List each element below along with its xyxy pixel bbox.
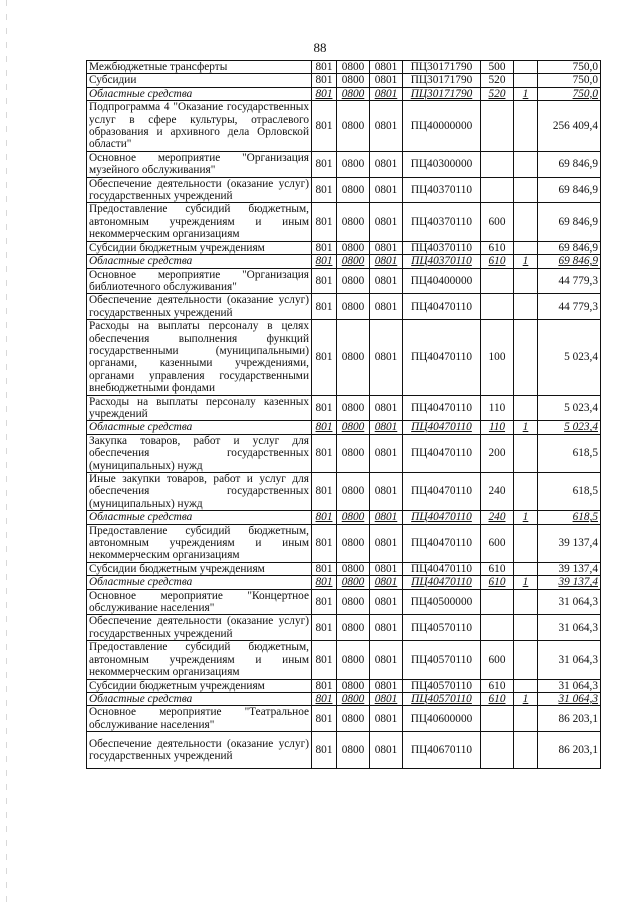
row-source-cell: 1 bbox=[514, 421, 538, 434]
row-section-cell: 0800 bbox=[337, 576, 370, 589]
row-sum-cell: 69 846,9 bbox=[538, 177, 601, 203]
row-source-cell bbox=[514, 294, 538, 320]
table-row bbox=[87, 255, 601, 268]
row-source-cell: 1 bbox=[514, 511, 538, 524]
row-subsection-cell: 0801 bbox=[370, 151, 403, 177]
row-sum-cell: 31 064,3 bbox=[538, 615, 601, 641]
row-name-cell: Подпрограмма 4 "Оказание государственных услуг в сфере культуры, отраслевого образования и архивного дела Орловской области" bbox=[87, 101, 312, 152]
row-target-article-cell: ПЦ40000000 bbox=[403, 101, 481, 152]
row-sum-cell: 31 064,3 bbox=[538, 589, 601, 615]
row-sum-cell: 31 064,3 bbox=[538, 692, 601, 705]
row-section-cell: 0800 bbox=[337, 615, 370, 641]
row-target-article-cell: ПЦ40370110 bbox=[403, 255, 481, 268]
row-source-cell bbox=[514, 524, 538, 562]
row-section-cell: 0800 bbox=[337, 203, 370, 241]
row-expense-type-cell bbox=[481, 151, 514, 177]
row-section-cell: 0800 bbox=[337, 473, 370, 511]
row-name-cell: Межбюджетные трансферты bbox=[87, 61, 312, 74]
row-grbs-cell: 801 bbox=[312, 87, 337, 100]
row-subsection-cell: 0801 bbox=[370, 732, 403, 769]
row-grbs-cell: 801 bbox=[312, 294, 337, 320]
table-row bbox=[87, 679, 601, 692]
row-grbs-cell: 801 bbox=[312, 268, 337, 294]
row-subsection-cell: 0801 bbox=[370, 421, 403, 434]
table-row bbox=[87, 641, 601, 679]
row-subsection-cell: 0801 bbox=[370, 255, 403, 268]
row-target-article-cell: ПЦ40400000 bbox=[403, 268, 481, 294]
row-name-cell: Субсидии bbox=[87, 74, 312, 87]
row-source-cell bbox=[514, 641, 538, 679]
row-sum-cell: 86 203,1 bbox=[538, 732, 601, 769]
row-target-article-cell: ПЦ40570110 bbox=[403, 679, 481, 692]
row-source-cell bbox=[514, 101, 538, 152]
row-grbs-cell: 801 bbox=[312, 692, 337, 705]
row-expense-type-cell: 610 bbox=[481, 679, 514, 692]
row-name-cell: Областные средства bbox=[87, 421, 312, 434]
row-section-cell: 0800 bbox=[337, 294, 370, 320]
row-sum-cell: 5 023,4 bbox=[538, 320, 601, 395]
row-subsection-cell: 0801 bbox=[370, 692, 403, 705]
row-sum-cell: 69 846,9 bbox=[538, 255, 601, 268]
row-name-cell: Областные средства bbox=[87, 692, 312, 705]
row-grbs-cell: 801 bbox=[312, 706, 337, 732]
row-sum-cell: 31 064,3 bbox=[538, 679, 601, 692]
row-section-cell: 0800 bbox=[337, 706, 370, 732]
row-source-cell bbox=[514, 434, 538, 472]
row-subsection-cell: 0801 bbox=[370, 524, 403, 562]
table-row bbox=[87, 706, 601, 732]
row-sum-cell: 69 846,9 bbox=[538, 151, 601, 177]
row-expense-type-cell bbox=[481, 177, 514, 203]
row-source-cell bbox=[514, 589, 538, 615]
row-section-cell: 0800 bbox=[337, 268, 370, 294]
table-row bbox=[87, 421, 601, 434]
row-sum-cell: 39 137,4 bbox=[538, 524, 601, 562]
row-subsection-cell: 0801 bbox=[370, 101, 403, 152]
budget-table-body bbox=[87, 61, 601, 769]
row-expense-type-cell: 500 bbox=[481, 61, 514, 74]
row-name-cell: Расходы на выплаты персоналу казенных учреждений bbox=[87, 395, 312, 421]
row-section-cell: 0800 bbox=[337, 255, 370, 268]
row-sum-cell: 256 409,4 bbox=[538, 101, 601, 152]
row-sum-cell: 750,0 bbox=[538, 87, 601, 100]
row-name-cell: Субсидии бюджетным учреждениям bbox=[87, 241, 312, 254]
row-expense-type-cell: 610 bbox=[481, 692, 514, 705]
row-name-cell: Субсидии бюджетным учреждениям bbox=[87, 562, 312, 575]
row-grbs-cell: 801 bbox=[312, 177, 337, 203]
row-target-article-cell: ПЦ30171790 bbox=[403, 61, 481, 74]
row-section-cell: 0800 bbox=[337, 679, 370, 692]
row-expense-type-cell: 520 bbox=[481, 74, 514, 87]
page-number: 88 bbox=[313, 40, 327, 55]
row-subsection-cell: 0801 bbox=[370, 268, 403, 294]
row-expense-type-cell bbox=[481, 615, 514, 641]
row-subsection-cell: 0801 bbox=[370, 679, 403, 692]
row-name-cell: Обеспечение деятельности (оказание услуг) государственных учреждений bbox=[87, 732, 312, 769]
row-source-cell bbox=[514, 151, 538, 177]
scan-edge-marks bbox=[6, 0, 7, 905]
row-sum-cell: 618,5 bbox=[538, 511, 601, 524]
row-name-cell: Предоставление субсидий бюджетным, автономным учреждениям и иным некоммерческим организациям bbox=[87, 641, 312, 679]
row-expense-type-cell: 240 bbox=[481, 473, 514, 511]
row-target-article-cell: ПЦ40470110 bbox=[403, 395, 481, 421]
row-subsection-cell: 0801 bbox=[370, 615, 403, 641]
row-grbs-cell: 801 bbox=[312, 255, 337, 268]
row-grbs-cell: 801 bbox=[312, 732, 337, 769]
table-row bbox=[87, 177, 601, 203]
row-sum-cell: 750,0 bbox=[538, 61, 601, 74]
row-grbs-cell: 801 bbox=[312, 74, 337, 87]
row-subsection-cell: 0801 bbox=[370, 74, 403, 87]
row-name-cell: Основное мероприятие "Театральное обслуживание населения" bbox=[87, 706, 312, 732]
table-row bbox=[87, 434, 601, 472]
table-row bbox=[87, 732, 601, 769]
row-target-article-cell: ПЦ40470110 bbox=[403, 320, 481, 395]
row-name-cell: Основное мероприятие "Организация библиотечного обслуживания" bbox=[87, 268, 312, 294]
row-grbs-cell: 801 bbox=[312, 589, 337, 615]
row-source-cell bbox=[514, 706, 538, 732]
row-section-cell: 0800 bbox=[337, 589, 370, 615]
row-source-cell bbox=[514, 268, 538, 294]
row-section-cell: 0800 bbox=[337, 101, 370, 152]
row-grbs-cell: 801 bbox=[312, 576, 337, 589]
row-grbs-cell: 801 bbox=[312, 151, 337, 177]
row-subsection-cell: 0801 bbox=[370, 576, 403, 589]
row-target-article-cell: ПЦ40470110 bbox=[403, 473, 481, 511]
row-grbs-cell: 801 bbox=[312, 615, 337, 641]
row-subsection-cell: 0801 bbox=[370, 589, 403, 615]
table-row bbox=[87, 395, 601, 421]
row-sum-cell: 618,5 bbox=[538, 434, 601, 472]
row-grbs-cell: 801 bbox=[312, 679, 337, 692]
row-target-article-cell: ПЦ40300000 bbox=[403, 151, 481, 177]
row-target-article-cell: ПЦ40370110 bbox=[403, 241, 481, 254]
row-subsection-cell: 0801 bbox=[370, 434, 403, 472]
row-sum-cell: 5 023,4 bbox=[538, 395, 601, 421]
table-row bbox=[87, 268, 601, 294]
table-row bbox=[87, 151, 601, 177]
row-expense-type-cell bbox=[481, 706, 514, 732]
row-subsection-cell: 0801 bbox=[370, 641, 403, 679]
table-row bbox=[87, 589, 601, 615]
row-subsection-cell: 0801 bbox=[370, 320, 403, 395]
budget-table bbox=[86, 60, 601, 769]
row-name-cell: Расходы на выплаты персоналу в целях обеспечения выполнения функций государственными (муниципальными) органами, казенными учреждениями, органами управления государственными внебюджетными фондами bbox=[87, 320, 312, 395]
row-subsection-cell: 0801 bbox=[370, 294, 403, 320]
row-expense-type-cell: 610 bbox=[481, 241, 514, 254]
row-grbs-cell: 801 bbox=[312, 203, 337, 241]
row-sum-cell: 44 779,3 bbox=[538, 268, 601, 294]
row-name-cell: Областные средства bbox=[87, 255, 312, 268]
row-target-article-cell: ПЦ40670110 bbox=[403, 732, 481, 769]
row-target-article-cell: ПЦ40500000 bbox=[403, 589, 481, 615]
row-section-cell: 0800 bbox=[337, 320, 370, 395]
row-grbs-cell: 801 bbox=[312, 562, 337, 575]
row-target-article-cell: ПЦ40470110 bbox=[403, 576, 481, 589]
row-section-cell: 0800 bbox=[337, 562, 370, 575]
row-source-cell bbox=[514, 395, 538, 421]
row-target-article-cell: ПЦ40470110 bbox=[403, 524, 481, 562]
row-source-cell bbox=[514, 61, 538, 74]
row-name-cell: Областные средства bbox=[87, 511, 312, 524]
row-target-article-cell: ПЦ40570110 bbox=[403, 692, 481, 705]
row-target-article-cell: ПЦ40470110 bbox=[403, 511, 481, 524]
row-subsection-cell: 0801 bbox=[370, 562, 403, 575]
row-expense-type-cell: 200 bbox=[481, 434, 514, 472]
row-grbs-cell: 801 bbox=[312, 101, 337, 152]
row-section-cell: 0800 bbox=[337, 395, 370, 421]
row-subsection-cell: 0801 bbox=[370, 87, 403, 100]
row-subsection-cell: 0801 bbox=[370, 473, 403, 511]
row-section-cell: 0800 bbox=[337, 241, 370, 254]
row-sum-cell: 31 064,3 bbox=[538, 641, 601, 679]
row-section-cell: 0800 bbox=[337, 421, 370, 434]
row-target-article-cell: ПЦ40600000 bbox=[403, 706, 481, 732]
row-section-cell: 0800 bbox=[337, 177, 370, 203]
row-source-cell bbox=[514, 177, 538, 203]
row-name-cell: Предоставление субсидий бюджетным, автономным учреждениям и иным некоммерческим организациям bbox=[87, 524, 312, 562]
table-row bbox=[87, 74, 601, 87]
row-expense-type-cell bbox=[481, 101, 514, 152]
row-target-article-cell: ПЦ40570110 bbox=[403, 615, 481, 641]
row-section-cell: 0800 bbox=[337, 151, 370, 177]
row-sum-cell: 618,5 bbox=[538, 473, 601, 511]
row-subsection-cell: 0801 bbox=[370, 511, 403, 524]
row-source-cell bbox=[514, 320, 538, 395]
row-source-cell: 1 bbox=[514, 576, 538, 589]
table-row bbox=[87, 562, 601, 575]
row-subsection-cell: 0801 bbox=[370, 177, 403, 203]
row-grbs-cell: 801 bbox=[312, 434, 337, 472]
row-name-cell: Основное мероприятие "Организация музейного обслуживания" bbox=[87, 151, 312, 177]
table-row bbox=[87, 511, 601, 524]
row-name-cell: Областные средства bbox=[87, 576, 312, 589]
row-subsection-cell: 0801 bbox=[370, 241, 403, 254]
row-sum-cell: 86 203,1 bbox=[538, 706, 601, 732]
row-section-cell: 0800 bbox=[337, 74, 370, 87]
row-target-article-cell: ПЦ40570110 bbox=[403, 641, 481, 679]
table-row bbox=[87, 294, 601, 320]
row-grbs-cell: 801 bbox=[312, 524, 337, 562]
row-expense-type-cell: 110 bbox=[481, 421, 514, 434]
row-source-cell bbox=[514, 615, 538, 641]
row-subsection-cell: 0801 bbox=[370, 395, 403, 421]
row-expense-type-cell: 600 bbox=[481, 203, 514, 241]
table-row bbox=[87, 87, 601, 100]
row-sum-cell: 39 137,4 bbox=[538, 562, 601, 575]
row-expense-type-cell: 520 bbox=[481, 87, 514, 100]
row-expense-type-cell bbox=[481, 589, 514, 615]
row-section-cell: 0800 bbox=[337, 434, 370, 472]
row-sum-cell: 39 137,4 bbox=[538, 576, 601, 589]
row-source-cell bbox=[514, 732, 538, 769]
row-name-cell: Субсидии бюджетным учреждениям bbox=[87, 679, 312, 692]
row-name-cell: Обеспечение деятельности (оказание услуг) государственных учреждений bbox=[87, 615, 312, 641]
row-grbs-cell: 801 bbox=[312, 241, 337, 254]
row-sum-cell: 69 846,9 bbox=[538, 203, 601, 241]
row-expense-type-cell: 610 bbox=[481, 562, 514, 575]
row-source-cell: 1 bbox=[514, 87, 538, 100]
row-name-cell: Обеспечение деятельности (оказание услуг) государственных учреждений bbox=[87, 177, 312, 203]
row-target-article-cell: ПЦ40470110 bbox=[403, 294, 481, 320]
row-source-cell bbox=[514, 679, 538, 692]
table-row bbox=[87, 615, 601, 641]
table-row bbox=[87, 473, 601, 511]
row-target-article-cell: ПЦ40470110 bbox=[403, 434, 481, 472]
row-source-cell bbox=[514, 74, 538, 87]
table-row bbox=[87, 524, 601, 562]
row-expense-type-cell: 240 bbox=[481, 511, 514, 524]
row-grbs-cell: 801 bbox=[312, 421, 337, 434]
row-expense-type-cell bbox=[481, 268, 514, 294]
row-name-cell: Предоставление субсидий бюджетным, автономным учреждениям и иным некоммерческим организациям bbox=[87, 203, 312, 241]
row-source-cell: 1 bbox=[514, 255, 538, 268]
row-name-cell: Основное мероприятие "Концертное обслуживание населения" bbox=[87, 589, 312, 615]
row-sum-cell: 44 779,3 bbox=[538, 294, 601, 320]
row-target-article-cell: ПЦ40470110 bbox=[403, 562, 481, 575]
table-row bbox=[87, 101, 601, 152]
row-grbs-cell: 801 bbox=[312, 511, 337, 524]
row-sum-cell: 69 846,9 bbox=[538, 241, 601, 254]
row-section-cell: 0800 bbox=[337, 732, 370, 769]
row-expense-type-cell: 610 bbox=[481, 255, 514, 268]
table-row bbox=[87, 241, 601, 254]
row-section-cell: 0800 bbox=[337, 87, 370, 100]
row-sum-cell: 750,0 bbox=[538, 74, 601, 87]
row-source-cell bbox=[514, 562, 538, 575]
table-row bbox=[87, 61, 601, 74]
row-expense-type-cell: 600 bbox=[481, 524, 514, 562]
row-expense-type-cell: 110 bbox=[481, 395, 514, 421]
row-expense-type-cell: 610 bbox=[481, 576, 514, 589]
row-target-article-cell: ПЦ30171790 bbox=[403, 74, 481, 87]
row-sum-cell: 5 023,4 bbox=[538, 421, 601, 434]
row-subsection-cell: 0801 bbox=[370, 706, 403, 732]
row-name-cell: Обеспечение деятельности (оказание услуг) государственных учреждений bbox=[87, 294, 312, 320]
row-source-cell bbox=[514, 241, 538, 254]
row-grbs-cell: 801 bbox=[312, 61, 337, 74]
row-grbs-cell: 801 bbox=[312, 473, 337, 511]
row-target-article-cell: ПЦ40470110 bbox=[403, 421, 481, 434]
row-grbs-cell: 801 bbox=[312, 395, 337, 421]
row-expense-type-cell bbox=[481, 294, 514, 320]
table-row bbox=[87, 576, 601, 589]
row-section-cell: 0800 bbox=[337, 692, 370, 705]
table-row bbox=[87, 320, 601, 395]
row-section-cell: 0800 bbox=[337, 511, 370, 524]
table-row bbox=[87, 692, 601, 705]
row-source-cell bbox=[514, 473, 538, 511]
row-name-cell: Областные средства bbox=[87, 87, 312, 100]
row-target-article-cell: ПЦ40370110 bbox=[403, 203, 481, 241]
row-source-cell: 1 bbox=[514, 692, 538, 705]
table-row bbox=[87, 203, 601, 241]
row-grbs-cell: 801 bbox=[312, 641, 337, 679]
row-expense-type-cell: 600 bbox=[481, 641, 514, 679]
row-section-cell: 0800 bbox=[337, 524, 370, 562]
row-target-article-cell: ПЦ30171790 bbox=[403, 87, 481, 100]
row-source-cell bbox=[514, 203, 538, 241]
row-target-article-cell: ПЦ40370110 bbox=[403, 177, 481, 203]
row-section-cell: 0800 bbox=[337, 61, 370, 74]
row-section-cell: 0800 bbox=[337, 641, 370, 679]
row-name-cell: Иные закупки товаров, работ и услуг для обеспечения государственных (муниципальных) нужд bbox=[87, 473, 312, 511]
row-grbs-cell: 801 bbox=[312, 320, 337, 395]
row-expense-type-cell bbox=[481, 732, 514, 769]
row-name-cell: Закупка товаров, работ и услуг для обеспечения государственных (муниципальных) нужд bbox=[87, 434, 312, 472]
row-subsection-cell: 0801 bbox=[370, 61, 403, 74]
row-subsection-cell: 0801 bbox=[370, 203, 403, 241]
row-expense-type-cell: 100 bbox=[481, 320, 514, 395]
